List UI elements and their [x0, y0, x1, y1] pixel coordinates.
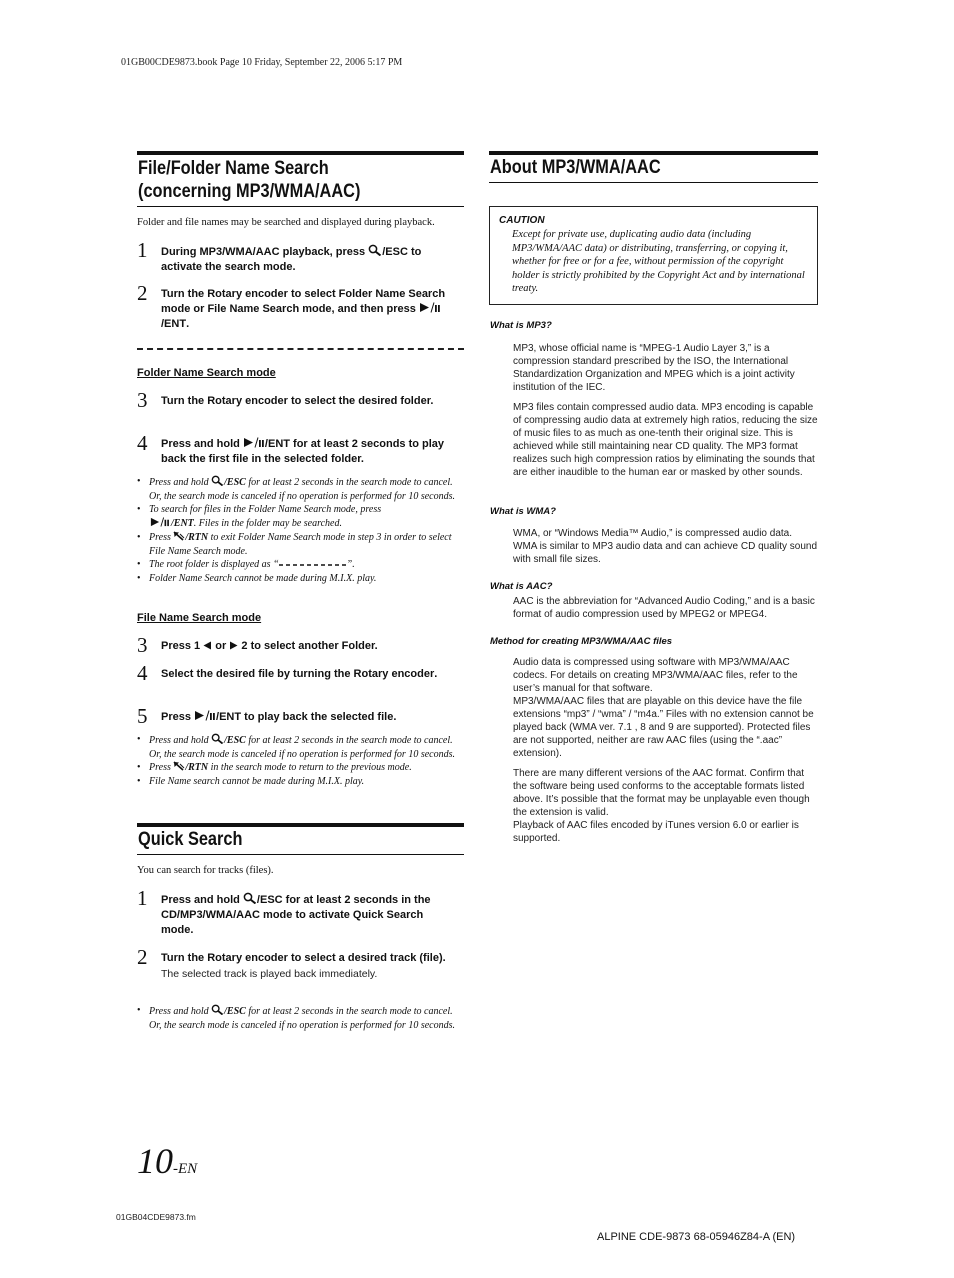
step-number: 3 [137, 388, 148, 412]
page-number-suffix: -EN [173, 1161, 198, 1177]
note-item [137, 761, 459, 775]
step-1 [137, 238, 447, 275]
note-text: ”. [346, 559, 355, 571]
note-item [137, 475, 459, 503]
section-heading-about-mp3: About MP3/WMA/AAC [490, 157, 661, 178]
step-3-folder [137, 388, 447, 412]
left-arrow-icon [203, 641, 212, 650]
note-text: in the search mode to return to the previous mode. [208, 762, 412, 774]
step-number: 2 [137, 945, 148, 969]
heading-top-rule [137, 823, 464, 827]
paragraph-aac: AAC is the abbreviation for “Advanced Audio Coding,” and is a basic format of audio compression used by MPEG2 or MPEG4. [513, 596, 815, 620]
intro-text: You can search for tracks (files). [137, 865, 274, 876]
step-4-folder [137, 431, 447, 467]
esc-key-label: /ESC [382, 246, 408, 258]
note-text: The root folder is displayed as “ [149, 559, 279, 571]
step-4-file [137, 661, 447, 685]
key-2-label: 2 [241, 640, 248, 652]
step-text: . [186, 318, 190, 330]
step-text: Press [161, 711, 195, 723]
quick-step-2 [137, 945, 447, 981]
step-2 [137, 281, 447, 332]
play-pause-icon [243, 437, 265, 448]
note-text: Press and hold [149, 477, 212, 488]
note-text: File Name search cannot be made during M.I.X. play. [149, 776, 365, 788]
step-text: or [212, 640, 230, 652]
note-text: . Files in the folder may be searched. [193, 518, 342, 530]
play-pause-icon [194, 710, 216, 721]
step-text: Turn the [161, 952, 208, 964]
heading-top-rule [137, 151, 464, 155]
ent-key-label: /ENT [216, 711, 242, 723]
esc-key-label: /ESC [224, 1006, 246, 1017]
paragraph-method-1: Audio data is compressed using software with MP3/WMA/AAC codecs. For details on creating MP3/WMA/AAC files, refer to the user’s manual for that software. [513, 657, 798, 694]
paragraph-mp3-2: MP3 files contain compressed audio data. MP3 encoding is capable of compressing audio data at extremely high ratios, reducing the size of music files to as much as one-tenth their original size. This is achieved while still maintaining near CD quality. The MP3 format realizes such high compression ratios by eliminating the sounds that are either inaudible to the human ear or masked by other sounds. [513, 402, 818, 478]
step-text: Select the desired file by turning the [161, 668, 354, 680]
notes-folder-mode [137, 475, 459, 586]
esc-key-label: /ESC [256, 894, 283, 906]
note-item [137, 775, 459, 789]
question-what-is-aac: What is AAC? [490, 581, 553, 592]
step-3-file [137, 633, 447, 657]
question-method: Method for creating MP3/WMA/AAC files [490, 636, 673, 647]
question-what-is-wma: What is WMA? [490, 506, 556, 517]
play-pause-icon [419, 302, 441, 313]
note-text: Press and hold [149, 735, 212, 746]
caution-body: Except for private use, duplicating audio data (including MP3/WMA/AAC data) or distributing, transferring, or copying it, whether for free or for a fee, without permission of the copyright holder is strictly prohibited by the Copyright Act and by international treaty. [512, 229, 805, 295]
step-text: to select a desired track (file). [287, 952, 446, 964]
subheading-file-mode: File Name Search mode [137, 612, 262, 624]
step-text: to play back the selected file. [241, 711, 397, 723]
heading-line-1: File/Folder Name Search [138, 158, 329, 179]
paragraph-method-4: Playback of AAC files encoded by iTunes version 6.0 or earlier is supported. [513, 820, 799, 844]
search-icon [243, 892, 257, 904]
paragraph-method [513, 656, 818, 845]
step-subtext: The selected track is played back immediately. [161, 968, 378, 980]
search-icon [211, 1004, 224, 1015]
note-item [137, 503, 459, 530]
rotary-encoder-label: Rotary encoder [207, 288, 288, 300]
step-number: 3 [137, 633, 148, 657]
step-text: . [434, 668, 438, 680]
step-text: Press and hold [161, 438, 243, 450]
step-number: 1 [137, 238, 148, 262]
note-item [137, 558, 459, 572]
heading-top-rule [489, 151, 818, 155]
note-item [137, 733, 459, 761]
rotary-encoder-label: Rotary encoder [353, 668, 435, 680]
note-text: for at least 2 seconds in the search mode to cancel. Or, the search mode is canceled if no operation is performed for 10 seconds. [149, 477, 455, 502]
step-text: During MP3/WMA/AAC playback, press [161, 246, 369, 258]
return-icon [173, 531, 185, 541]
caution-title: CAUTION [499, 215, 545, 226]
intro-text: Folder and file names may be searched and displayed during playback. [137, 217, 435, 228]
quick-step-1 [137, 886, 447, 938]
note-text: Press [149, 762, 174, 774]
step-number: 1 [137, 886, 148, 910]
step-number: 2 [137, 281, 148, 305]
note-text: Press [149, 531, 174, 543]
step-text: to select Folder Name Search mode or File Name Search mode, and then press [161, 288, 446, 315]
step-5-file [137, 704, 447, 728]
book-info-line: 01GB00CDE9873.book Page 10 Friday, September 22, 2006 5:17 PM [121, 57, 403, 68]
section-heading-file-folder-search [138, 157, 360, 203]
model-line: ALPINE CDE-9873 68-05946Z84-A (EN) [597, 1231, 796, 1243]
search-icon [368, 244, 382, 256]
step-number: 4 [137, 661, 148, 685]
caution-box [489, 206, 818, 305]
esc-key-label: /ESC [224, 477, 246, 488]
step-text: to select the desired folder. [287, 395, 434, 407]
step-number: 5 [137, 704, 148, 728]
rotary-encoder-label: Rotary encoder [207, 395, 288, 407]
root-folder-dashes-icon [279, 562, 347, 568]
heading-underline [489, 182, 818, 183]
paragraph-mp3-1: MP3, whose official name is “MPEG-1 Audio Layer 3,” is a compression standard prescribed by the ISO, the International Standardization Organization and MPEG which is a joint activity institution of the IEC. [513, 343, 795, 393]
note-text: for at least 2 seconds in the search mode to cancel. Or, the search mode is canceled if no operation is performed for 10 seconds. [149, 1006, 455, 1031]
rotary-encoder-label: Rotary encoder [207, 952, 288, 964]
heading-underline [137, 206, 464, 207]
rtn-key-label: /RTN [185, 531, 209, 543]
paragraph-wma: WMA, or “Windows Media™ Audio,” is compressed audio data. WMA is similar to MP3 audio data and can achieve CD quality sound with small file sizes. [513, 528, 818, 565]
note-text: To search for files in the Folder Name Search mode, press [149, 504, 382, 516]
notes-quick-search [137, 1004, 459, 1032]
note-text: Folder Name Search cannot be made during M.I.X. play. [149, 572, 377, 584]
key-1-label: 1 [194, 640, 201, 652]
note-item [137, 1004, 459, 1032]
ent-key-label: /ENT [161, 318, 187, 330]
ent-key-label: /ENT [171, 518, 194, 530]
paragraph-method-3: There are many different versions of the AAC format. Confirm that the software being used conforms to the acceptable formats listed above. It’s possible that the format may be unplayable even though the extension is valid. [513, 768, 810, 818]
paragraph-method-2: MP3/WMA/AAC files that are playable on this device have the file extensions “mp3” / “wma” / “m4a.” Files with no extension cannot be played back (WMA ver. 7.1 , 8 and 9 are supported). Protected files are not supported, neither are raw AAC files (using the “.aac” extension). [513, 696, 814, 759]
subheading-folder-mode: Folder Name Search mode [137, 367, 276, 379]
heading-underline [137, 854, 464, 855]
search-icon [211, 475, 224, 486]
search-icon [211, 733, 224, 744]
play-pause-icon [149, 517, 171, 527]
dashed-divider [137, 348, 464, 350]
page-number [137, 1140, 197, 1182]
ent-key-label: /ENT [264, 438, 290, 450]
section-heading-quick-search: Quick Search [138, 829, 243, 850]
step-text: Turn the [161, 395, 208, 407]
step-number: 4 [137, 431, 148, 455]
note-text: to exit Folder Name Search mode in step 3 in order to select File Name Search mode. [149, 531, 452, 557]
return-icon [173, 761, 185, 771]
heading-line-2: (concerning MP3/WMA/AAC) [138, 181, 361, 202]
fm-file-name: 01GB04CDE9873.fm [116, 1212, 196, 1222]
right-arrow-icon [229, 641, 238, 650]
notes-file-mode [137, 733, 459, 789]
note-item [137, 572, 459, 586]
note-text: Press and hold [149, 1006, 212, 1017]
step-text: Press [161, 640, 195, 652]
question-what-is-mp3: What is MP3? [490, 320, 552, 331]
rtn-key-label: /RTN [185, 762, 209, 774]
step-text: Turn the [161, 288, 208, 300]
esc-key-label: /ESC [224, 735, 246, 746]
step-text: for at least 2 seconds to play back the first file in the selected folder. [161, 438, 445, 465]
note-text: for at least 2 seconds in the search mode to cancel. Or, the search mode is canceled if no operation is performed for 10 seconds. [149, 735, 455, 760]
step-text: to activate the search mode. [161, 246, 422, 273]
step-text: for at least 2 seconds in the CD/MP3/WMA/AAC mode to activate Quick Search mode. [161, 894, 431, 936]
page-number-value: 10 [137, 1141, 173, 1181]
step-text: to select another Folder. [247, 640, 378, 652]
step-text: Press and hold [161, 894, 243, 906]
note-item [137, 531, 459, 558]
